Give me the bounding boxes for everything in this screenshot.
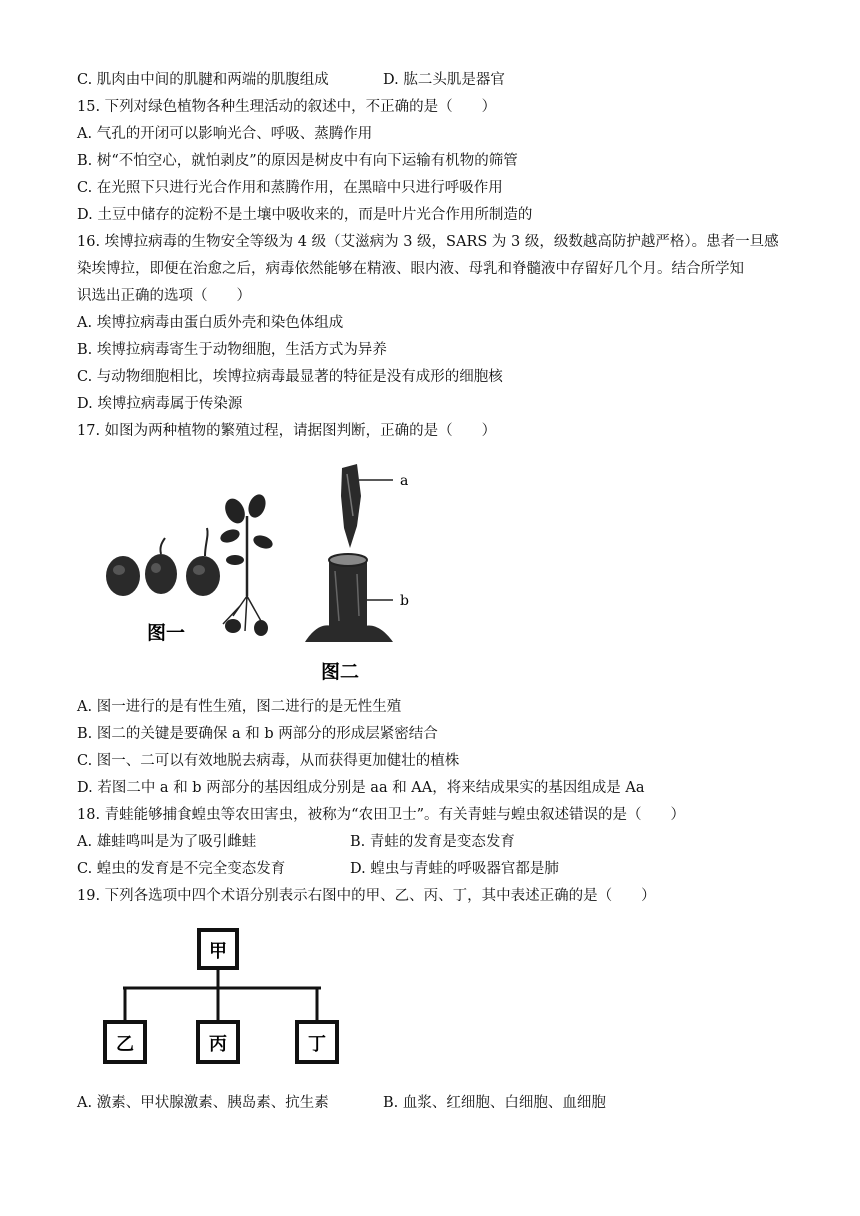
- figure-19-hierarchy-diagram: [95, 918, 355, 1074]
- q18-option-a: A. 雄蛙鸣叫是为了吸引雌蛙: [77, 834, 257, 850]
- potato-plant: [219, 492, 275, 636]
- q14-option-d: D. 肱二头肌是器官: [383, 72, 505, 88]
- q17-option-b: B. 图二的关键是要确保 a 和 b 两部分的形成层紧密结合: [77, 726, 438, 742]
- q16-stem-line3: 识选出正确的选项（ ）: [77, 288, 251, 304]
- stock-b: [305, 554, 409, 642]
- scion-a: [341, 464, 408, 548]
- q18-option-b: B. 青蛙的发育是变态发育: [350, 834, 515, 850]
- q15-option-b: B. 树“不怕空心，就怕剥皮”的原因是树皮中有向下运输有机物的筛管: [77, 153, 518, 169]
- q19-option-a: A. 激素、甲状腺激素、胰岛素、抗生素: [77, 1095, 329, 1111]
- q14-option-c: C. 肌肉由中间的肌腱和两端的肌腹组成: [77, 72, 329, 88]
- node-yi-label: 乙: [116, 1034, 134, 1055]
- q15-option-d: D. 土豆中储存的淀粉不是土壤中吸收来的，而是叶片光合作用所制造的: [77, 207, 533, 223]
- q18-option-c: C. 蝗虫的发育是不完全变态发育: [77, 861, 286, 877]
- q16-option-c: C. 与动物细胞相比，埃博拉病毒最显著的特征是没有成形的细胞核: [77, 369, 503, 385]
- potato-tuber-3: [186, 528, 220, 596]
- q16-option-a: A. 埃博拉病毒由蛋白质外壳和染色体组成: [77, 315, 344, 331]
- q15-stem: 15. 下列对绿色植物各种生理活动的叙述中，不正确的是（ ）: [77, 99, 497, 115]
- figure-17-plant-reproduction: [95, 456, 425, 692]
- q16-option-d: D. 埃博拉病毒属于传染源: [77, 396, 243, 412]
- potato-tuber-2: [145, 538, 177, 594]
- q18-stem: 18. 青蛙能够捕食蝗虫等农田害虫，被称为“农田卫士”。有关青蛙与蝗虫叙述错误的是（ ）: [77, 807, 685, 823]
- q15-option-c: C. 在光照下只进行光合作用和蒸腾作用，在黑暗中只进行呼吸作用: [77, 180, 503, 196]
- q18-option-d: D. 蝗虫与青蛙的呼吸器官都是肺: [350, 861, 559, 877]
- q17-option-d: D. 若图二中 a 和 b 两部分的基因组成分别是 aa 和 AA，将来结成果实的基因组成是 Aa: [77, 780, 645, 796]
- q17-stem: 17. 如图为两种植物的繁殖过程，请据图判断，正确的是（ ）: [77, 423, 497, 439]
- label-b: b: [400, 593, 409, 609]
- node-jia-label: 甲: [209, 941, 227, 962]
- q15-option-a: A. 气孔的开闭可以影响光合、呼吸、蒸腾作用: [77, 126, 373, 142]
- q19-stem: 19. 下列各选项中四个术语分别表示右图中的甲、乙、丙、丁，其中表述正确的是（ ）: [77, 888, 656, 904]
- q16-option-b: B. 埃博拉病毒寄生于动物细胞，生活方式为异养: [77, 342, 387, 358]
- figure-1-label: 图一: [147, 622, 186, 644]
- q16-stem-line2: 染埃博拉，即便在治愈之后，病毒依然能够在精液、眼内液、母乳和脊髓液中存留好几个月。结合所学知: [77, 261, 744, 277]
- potato-tuber-1: [106, 556, 140, 596]
- q19-option-b: B. 血浆、红细胞、白细胞、血细胞: [383, 1095, 606, 1111]
- label-a: a: [400, 473, 409, 489]
- node-ding-label: 丁: [308, 1034, 326, 1055]
- q17-option-a: A. 图一进行的是有性生殖，图二进行的是无性生殖: [77, 699, 402, 715]
- q17-option-c: C. 图一、二可以有效地脱去病毒，从而获得更加健壮的植株: [77, 753, 460, 769]
- q16-stem-line1: 16. 埃博拉病毒的生物安全等级为 4 级（艾滋病为 3 级，SARS 为 3 级，级数越高防护越严格）。患者一旦感: [77, 234, 779, 250]
- node-bing-label: 丙: [209, 1034, 227, 1055]
- figure-2-label: 图二: [321, 661, 360, 683]
